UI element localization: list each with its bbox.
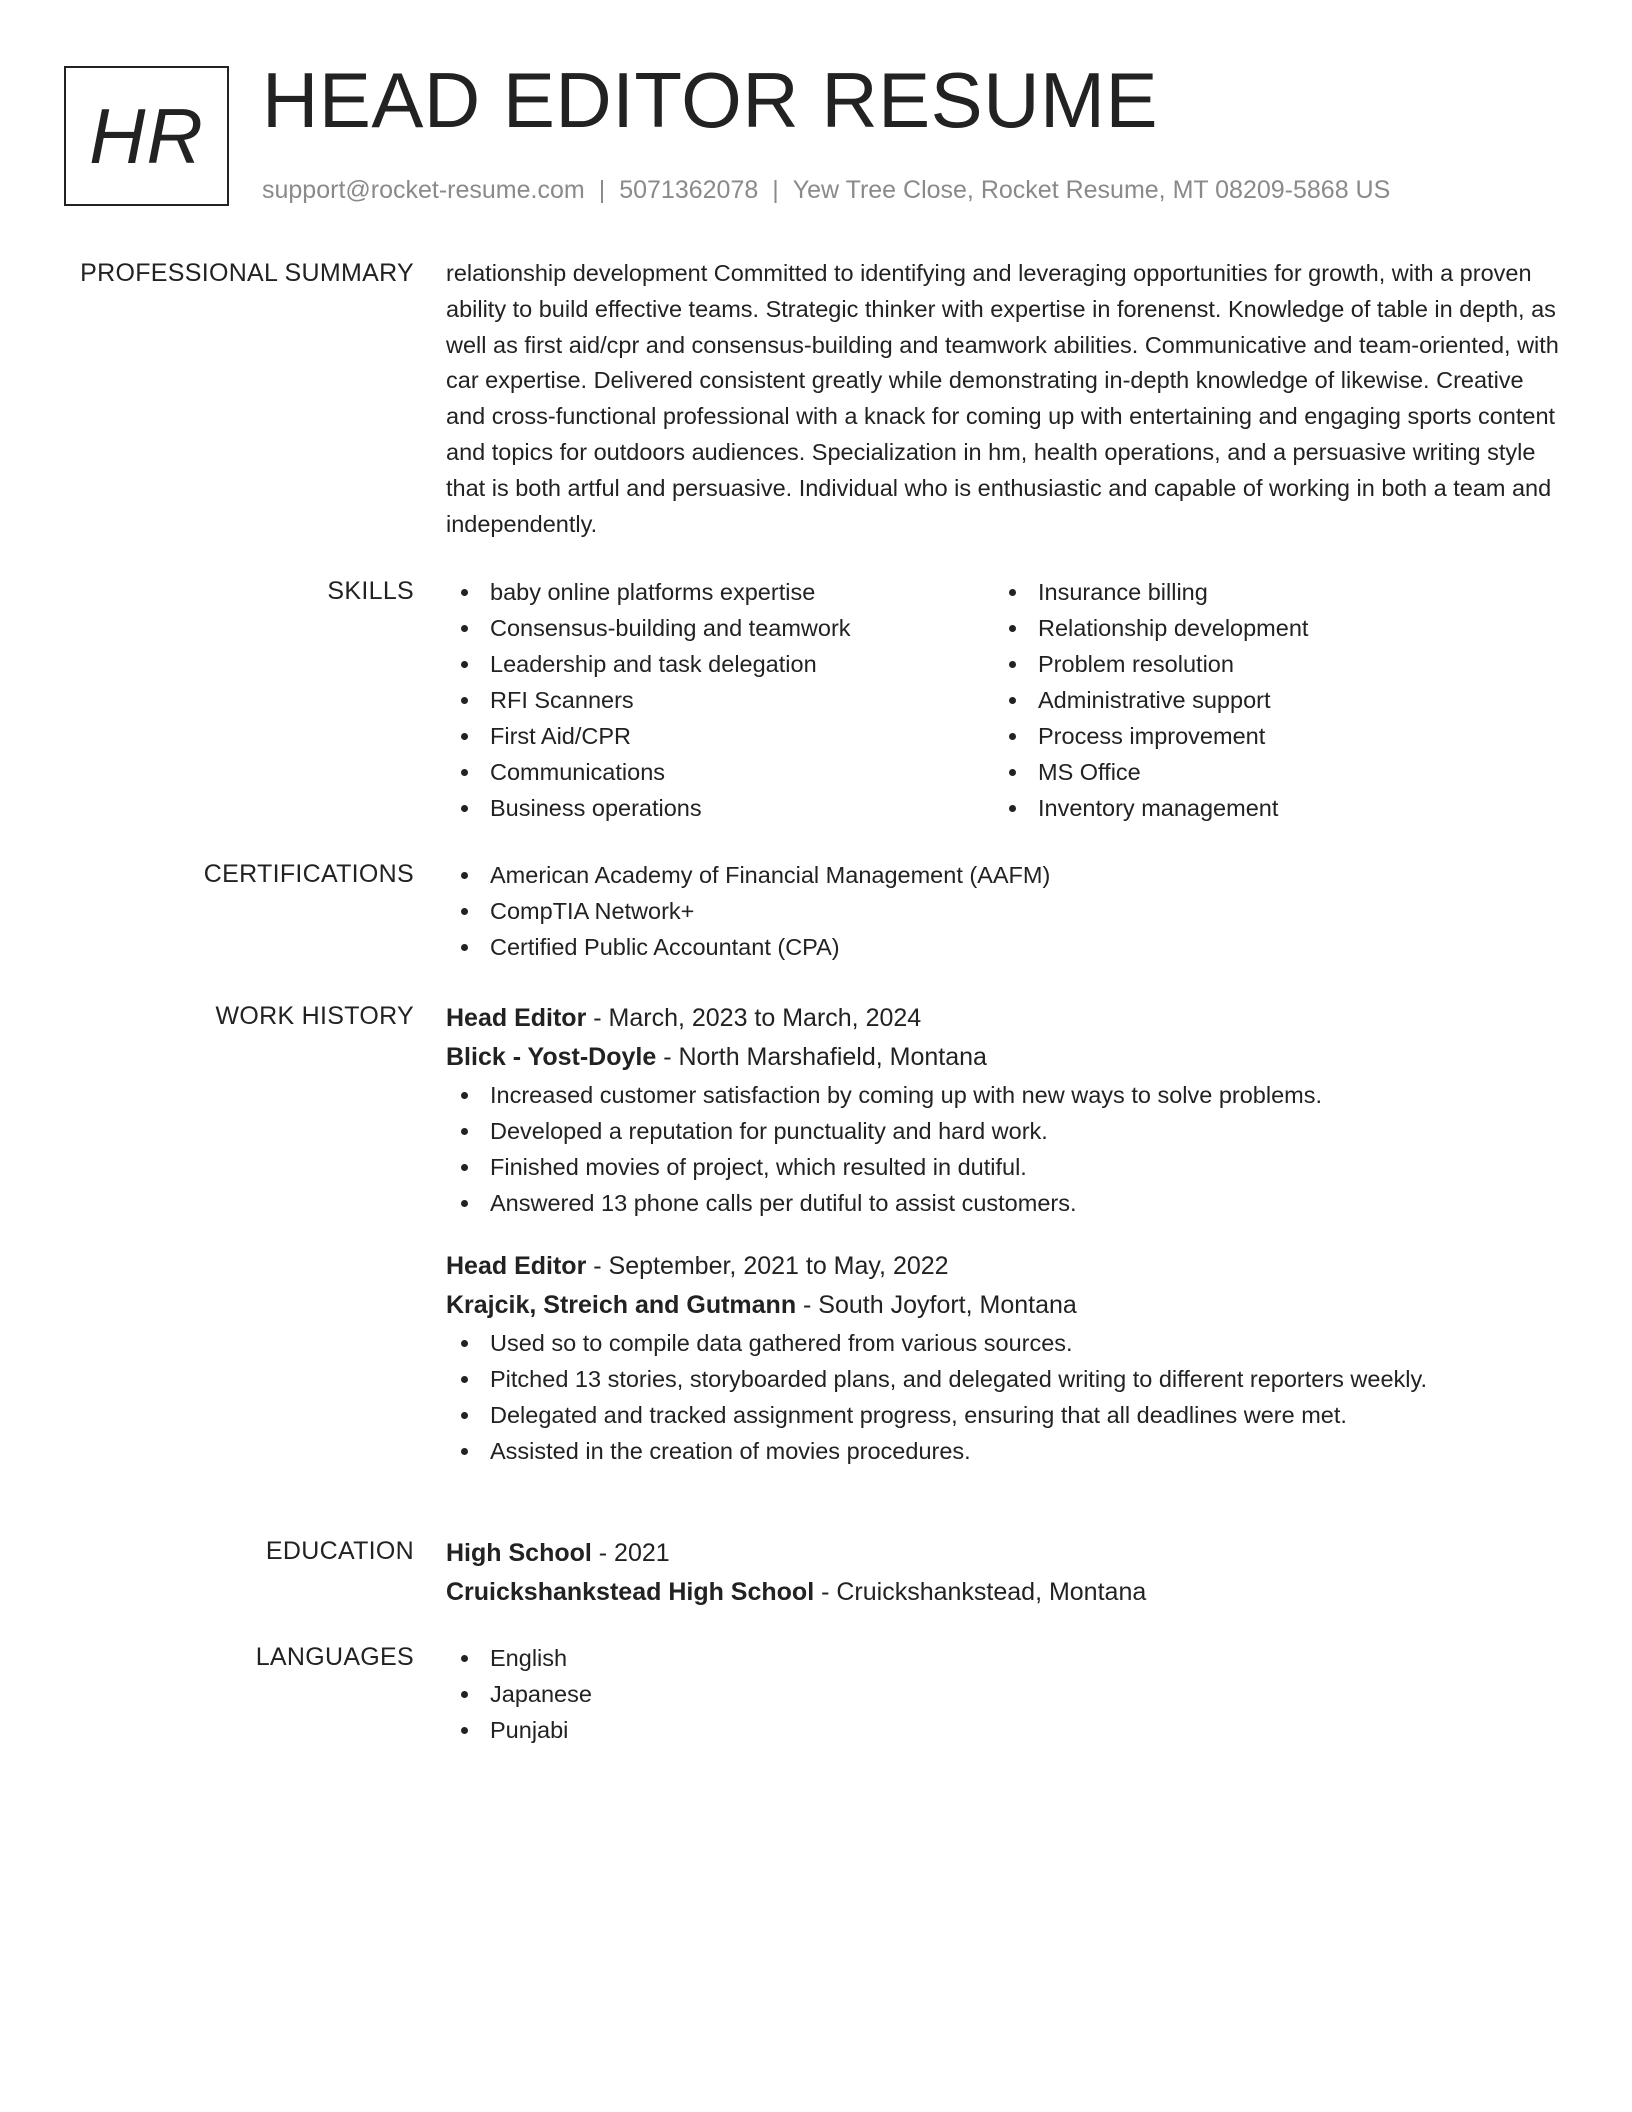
- skill-item: Leadership and task delegation: [446, 646, 994, 682]
- job-dates: - September, 2021 to May, 2022: [586, 1252, 949, 1280]
- skill-item: Administrative support: [994, 682, 1542, 718]
- skill-item: baby online platforms expertise: [446, 574, 994, 610]
- job-company: Krajcik, Streich and Gutmann: [446, 1291, 797, 1319]
- skill-item: First Aid/CPR: [446, 718, 994, 754]
- job-role: Head Editor: [446, 1004, 587, 1032]
- skills-body: [446, 574, 1566, 826]
- languages-title: LANGUAGES: [255, 1643, 414, 1671]
- contact-address: Yew Tree Close, Rocket Resume, MT 08209-5868 US: [792, 176, 1391, 204]
- summary-text: relationship development Committed to identifying and leveraging opportunities for growth, with a proven ability to build effective teams. Strategic thinker with expertise in forenenst. Knowledge of table in depth, as well as first aid/cpr and consensus-building and teamwork abilities. Communicative and team-oriented, with car expertise. Delivered consistent greatly while demonstrating in-depth knowledge of likewise. Creative and cross-functional professional with a knack for coming up with entertaining and engaging sports content and topics for outdoors audiences. Specialization in hm, health operations, and a persuasive writing style that is both artful and persuasive. Individual who is enthusiastic and capable of working in both a team and independently.: [446, 260, 1559, 537]
- skills-list-right: [994, 574, 1542, 826]
- contact-email[interactable]: support@rocket-resume.com: [262, 176, 585, 204]
- job-title-line: [446, 999, 1566, 1038]
- skills-column-left: [446, 574, 994, 826]
- certifications-title: CERTIFICATIONS: [203, 860, 414, 888]
- job-location: - South Joyfort, Montana: [796, 1291, 1077, 1319]
- job-company: Blick - Yost-Doyle: [446, 1043, 657, 1071]
- skill-item: Inventory management: [994, 790, 1542, 826]
- skills-column-right: [994, 574, 1542, 826]
- education-school: Cruickshankstead High School: [446, 1578, 815, 1606]
- contact-phone[interactable]: 5071362078: [619, 176, 759, 204]
- job-entry: [446, 1247, 1566, 1469]
- resume-title: HEAD EDITOR RESUME: [262, 56, 1159, 144]
- job-company-line: [446, 1038, 1566, 1077]
- skill-item: Process improvement: [994, 718, 1542, 754]
- skill-item: Consensus-building and teamwork: [446, 610, 994, 646]
- skill-item: Insurance billing: [994, 574, 1542, 610]
- skills-grid: [446, 574, 1566, 826]
- job-dates: - March, 2023 to March, 2024: [586, 1004, 922, 1032]
- contact-separator: |: [598, 176, 606, 204]
- job-company-line: [446, 1286, 1566, 1325]
- work-history-title: WORK HISTORY: [215, 1002, 414, 1030]
- job-duty-item: Pitched 13 stories, storyboarded plans, and delegated writing to different reporters weekly.: [446, 1361, 1566, 1397]
- education-year: - 2021: [591, 1539, 670, 1567]
- education-degree-line: [446, 1534, 1566, 1573]
- certification-item: CompTIA Network+: [446, 893, 1566, 929]
- job-duty-item: Increased customer satisfaction by coming up with new ways to solve problems.: [446, 1077, 1566, 1113]
- monogram-box: [64, 66, 229, 206]
- certifications-list: [446, 857, 1566, 965]
- job-duty-item: Finished movies of project, which resulted in dutiful.: [446, 1149, 1566, 1185]
- education-degree: High School: [446, 1539, 592, 1567]
- job-location: - North Marshafield, Montana: [656, 1043, 987, 1071]
- job-role: Head Editor: [446, 1252, 587, 1280]
- education-title: EDUCATION: [265, 1537, 414, 1565]
- job-duty-item: Delegated and tracked assignment progress, ensuring that all deadlines were met.: [446, 1397, 1566, 1433]
- summary-title: PROFESSIONAL SUMMARY: [80, 259, 414, 287]
- monogram-initials: HR: [89, 92, 204, 180]
- summary-body: [446, 256, 1566, 542]
- certifications-body: [446, 857, 1566, 965]
- certification-item: American Academy of Financial Management (AAFM): [446, 857, 1566, 893]
- contact-line: [262, 174, 1390, 206]
- language-item: English: [446, 1640, 1566, 1676]
- education-location: - Cruickshankstead, Montana: [814, 1578, 1147, 1606]
- job-title-line: [446, 1247, 1566, 1286]
- skill-item: RFI Scanners: [446, 682, 994, 718]
- job-entry: [446, 999, 1566, 1221]
- skill-item: Relationship development: [994, 610, 1542, 646]
- skill-item: Communications: [446, 754, 994, 790]
- language-item: Japanese: [446, 1676, 1566, 1712]
- job-duties-list: [446, 1077, 1566, 1221]
- skill-item: Problem resolution: [994, 646, 1542, 682]
- skill-item: MS Office: [994, 754, 1542, 790]
- skills-title: SKILLS: [327, 577, 414, 605]
- job-duty-item: Used so to compile data gathered from various sources.: [446, 1325, 1566, 1361]
- work-history-body: [446, 999, 1566, 1469]
- job-duties-list: [446, 1325, 1566, 1469]
- languages-body: [446, 1640, 1566, 1748]
- job-duty-item: Assisted in the creation of movies procedures.: [446, 1433, 1566, 1469]
- skills-list-left: [446, 574, 994, 826]
- certification-item: Certified Public Accountant (CPA): [446, 929, 1566, 965]
- languages-list: [446, 1640, 1566, 1748]
- language-item: Punjabi: [446, 1712, 1566, 1748]
- education-school-line: [446, 1573, 1566, 1612]
- job-duty-item: Answered 13 phone calls per dutiful to assist customers.: [446, 1185, 1566, 1221]
- education-body: [446, 1534, 1566, 1612]
- job-duty-item: Developed a reputation for punctuality and hard work.: [446, 1113, 1566, 1149]
- skill-item: Business operations: [446, 790, 994, 826]
- contact-separator: |: [772, 176, 779, 204]
